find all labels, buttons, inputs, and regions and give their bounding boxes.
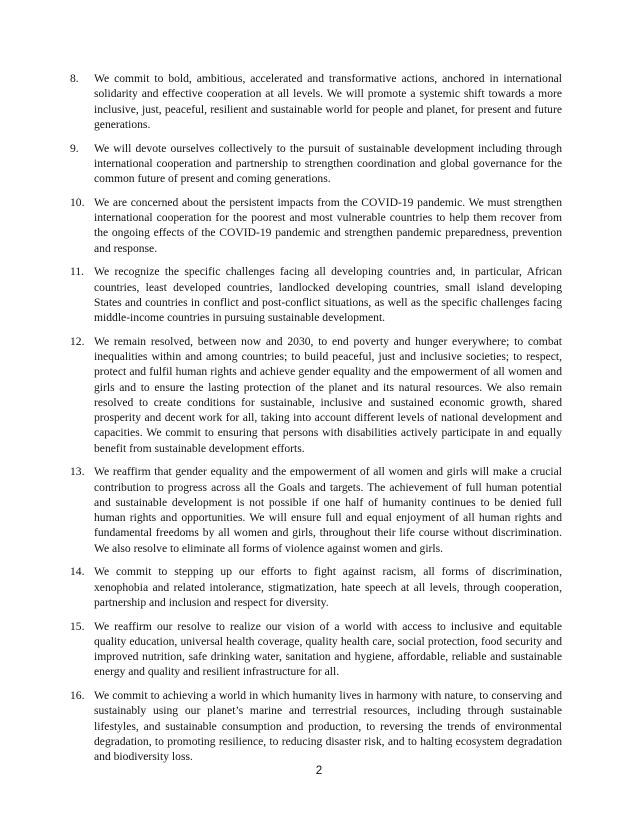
paragraph-number: 16.	[70, 689, 85, 702]
paragraph-number: 12.	[70, 334, 85, 348]
paragraph-number: 15.	[70, 619, 85, 633]
page-number: 2	[315, 764, 323, 777]
paragraph-text: We commit to stepping up our efforts to fight against racism, all forms of discrimination, xenophobia and related intolerance, stigmatization, hate speech at all levels, through cooperation, partnership and inclusion and respect for diversity.	[94, 565, 562, 609]
paragraph-number: 11.	[70, 265, 85, 279]
paragraph-text: We commit to bold, ambitious, accelerated and transformative actions, anchored in international solidarity and effective cooperation at all levels. We will promote a systemic shift towards a more inclusive, just, peaceful, resilient and sustainable world for people and planet, for present and future generations.	[94, 72, 562, 131]
paragraph-item-14	[70, 564, 562, 610]
paragraph-item-13	[70, 464, 562, 556]
paragraph-text: We remain resolved, between now and 2030, to end poverty and hunger everywhere; to combat inequalities within and among countries; to build peaceful, just and inclusive societies; to respect, protect and fulfil human rights and achieve gender equality and the empowerment of all women and girls and to ensure the lasting protection of the planet and its natural resources. We also remain resolved to create conditions for sustainable, inclusive and sustained economic growth, shared prosperity and decent work for all, taking into account different levels of national development and capacities. We commit to ensuring that persons with disabilities actively participate in and equally benefit from sustainable development efforts.	[94, 334, 562, 455]
paragraph-item-16	[70, 688, 562, 764]
paragraph-text: We reaffirm that gender equality and the empowerment of all women and girls will make a crucial contribution to progress across all the Goals and targets. The achievement of full human potential and sustainable development is not possible if one half of humanity continues to be denied full human rights and opportunities. We will ensure full and equal enjoyment of all human rights and fundamental freedoms by all women and girls, throughout their life course without discrimination. We also resolve to eliminate all forms of violence against women and girls.	[94, 465, 562, 555]
paragraph-item-10	[70, 195, 562, 256]
paragraph-item-8	[70, 71, 562, 132]
paragraph-number: 9.	[70, 141, 79, 155]
paragraph-number: 10.	[70, 195, 85, 209]
paragraph-item-12	[70, 334, 562, 456]
paragraph-item-11	[70, 264, 562, 325]
paragraph-text: We will devote ourselves collectively to the pursuit of sustainable development including through international cooperation and partnership to strengthen coordination and global governance for the common future of present and coming generations.	[94, 141, 562, 185]
paragraph-text: We are concerned about the persistent impacts from the COVID-19 pandemic. We must strengthen international cooperation for the poorest and most vulnerable countries to help them recover from the ongoing effects of the COVID-19 pandemic and strengthen pandemic preparedness, prevention and response.	[94, 195, 562, 255]
paragraph-number: 8.	[70, 72, 79, 85]
paragraph-item-9	[70, 141, 562, 187]
paragraph-number: 14.	[70, 565, 85, 579]
paragraph-text: We recognize the specific challenges facing all developing countries and, in particular, African countries, least developed countries, landlocked developing countries, small island developing States and countries in conflict and post-conflict situations, as well as the specific challenges facing middle-income countries in pursuing sustainable development.	[94, 265, 562, 324]
paragraph-item-15	[70, 619, 562, 680]
paragraph-text: We reaffirm our resolve to realize our vision of a world with access to inclusive and equitable quality education, universal health coverage, quality health care, social protection, food security and improved nutrition, safe drinking water, sanitation and hygiene, affordable, reliable and sustainable energy and quality and resilient infrastructure for all.	[94, 619, 562, 679]
numbered-paragraph-list	[70, 71, 562, 773]
paragraph-text: We commit to achieving a world in which humanity lives in harmony with nature, to conserving and sustainably using our planet’s marine and terrestrial resources, including through sustainable lifestyles, and sustainable consumption and production, to reversing the trends of environmental degradation, to promoting resilience, to reducing disaster risk, and to halting ecosystem degradation and biodiversity loss.	[94, 689, 562, 763]
paragraph-number: 13.	[70, 465, 85, 479]
